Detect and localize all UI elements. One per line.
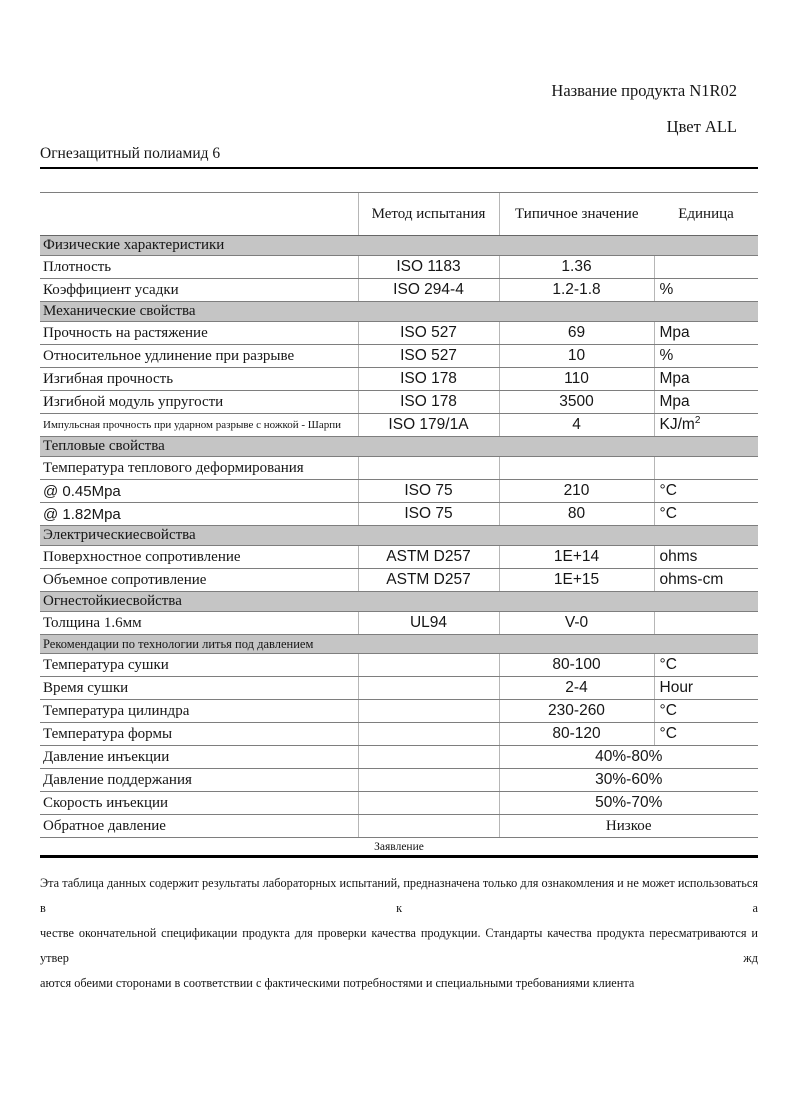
typical-value-cell: 10	[499, 345, 654, 368]
test-method-cell	[358, 700, 499, 723]
section-label: Огнестойкиесвойства	[40, 592, 758, 612]
properties-table	[40, 192, 758, 858]
unit-cell: °C	[654, 654, 758, 677]
typical-value-cell: 30%-60%	[499, 769, 758, 792]
test-method-cell: ISO 75	[358, 503, 499, 526]
table-row	[40, 612, 758, 635]
unit-superscript: 2	[694, 414, 701, 426]
typical-value-cell: 50%-70%	[499, 792, 758, 815]
property-label-cell: Давление инъекции	[40, 746, 358, 769]
section-label: Рекомендации по технологии литья под давлением	[40, 635, 758, 654]
property-label-cell: Относительное удлинение при разрыве	[40, 345, 358, 368]
section-row	[40, 526, 758, 546]
disclaimer-line: аются обеими сторонами в соответствии с фактическими потребностями и специальными требованиями клиента	[40, 976, 635, 990]
typical-value-cell: 230-260	[499, 700, 654, 723]
table-row	[40, 654, 758, 677]
unit-cell	[654, 414, 758, 437]
test-method-cell: ISO 178	[358, 391, 499, 414]
typical-value-cell: 80	[499, 503, 654, 526]
unit-cell: Mpa	[654, 368, 758, 391]
test-method-cell: ISO 178	[358, 368, 499, 391]
property-label-cell: Изгибной модуль упругости	[40, 391, 358, 414]
unit-cell: %	[654, 279, 758, 302]
unit-cell: °C	[654, 723, 758, 746]
unit-cell: Hour	[654, 677, 758, 700]
test-method-cell	[358, 769, 499, 792]
table-row	[40, 391, 758, 414]
property-label-cell: Температура формы	[40, 723, 358, 746]
table-row	[40, 700, 758, 723]
unit-cell	[654, 457, 758, 480]
disclaimer	[40, 871, 758, 996]
table-row	[40, 503, 758, 526]
col-header-unit: Единица	[654, 193, 758, 236]
unit-cell: ohms	[654, 546, 758, 569]
section-label: Электрическиесвойства	[40, 526, 758, 546]
test-method-cell	[358, 457, 499, 480]
table-row	[40, 457, 758, 480]
table-row	[40, 546, 758, 569]
section-label: Физические характеристики	[40, 236, 758, 256]
table-row	[40, 414, 758, 437]
page-title: Огнезащитный полиамид 6	[40, 145, 758, 169]
table-row	[40, 368, 758, 391]
property-label-cell: Давление поддержания	[40, 769, 358, 792]
table-row	[40, 345, 758, 368]
property-label-cell: @ 0.45Mpa	[40, 480, 358, 503]
property-label-cell: Толщина 1.6мм	[40, 612, 358, 635]
section-row	[40, 592, 758, 612]
table-row	[40, 769, 758, 792]
typical-value-cell: 2-4	[499, 677, 654, 700]
section-row	[40, 635, 758, 654]
test-method-cell: ISO 527	[358, 345, 499, 368]
test-method-cell: ISO 1183	[358, 256, 499, 279]
typical-value-cell: 80-100	[499, 654, 654, 677]
unit-cell	[654, 612, 758, 635]
test-method-cell: UL94	[358, 612, 499, 635]
property-label-cell: @ 1.82Mpa	[40, 503, 358, 526]
unit-cell: Mpa	[654, 391, 758, 414]
property-label-cell: Объемное сопротивление	[40, 569, 358, 592]
disclaimer-line: Эта таблица данных содержит результаты лабораторных испытаний, предназначена только для ознакомления и не может использоваться в к а	[40, 876, 758, 915]
table-row	[40, 322, 758, 345]
typical-value-cell: 110	[499, 368, 654, 391]
test-method-cell	[358, 723, 499, 746]
col-header-property	[40, 193, 358, 236]
unit-cell: Mpa	[654, 322, 758, 345]
test-method-cell	[358, 746, 499, 769]
typical-value-cell: 4	[499, 414, 654, 437]
test-method-cell: ISO 179/1A	[358, 414, 499, 437]
typical-value-cell: 1.36	[499, 256, 654, 279]
test-method-cell: ASTM D257	[358, 569, 499, 592]
property-label-cell: Температура теплового деформирования	[40, 457, 358, 480]
unit-cell: °C	[654, 503, 758, 526]
property-label-cell: Поверхностное сопротивление	[40, 546, 358, 569]
property-label-cell: Температура цилиндра	[40, 700, 358, 723]
typical-value-cell: 1.2-1.8	[499, 279, 654, 302]
property-label-cell: Время сушки	[40, 677, 358, 700]
product-color: Цвет ALL	[666, 117, 737, 136]
table-row	[40, 480, 758, 503]
section-label: Тепловые свойства	[40, 437, 758, 457]
table-row	[40, 723, 758, 746]
test-method-cell: ISO 294-4	[358, 279, 499, 302]
section-row	[40, 236, 758, 256]
section-label: Механические свойства	[40, 302, 758, 322]
typical-value-cell: 1E+14	[499, 546, 654, 569]
unit-cell: °C	[654, 480, 758, 503]
property-label-cell: Коэффициент усадки	[40, 279, 358, 302]
unit-cell: °C	[654, 700, 758, 723]
table-row	[40, 279, 758, 302]
statement-row	[40, 838, 758, 857]
col-header-method: Метод испытания	[358, 193, 499, 236]
typical-value-cell: 80-120	[499, 723, 654, 746]
table-row	[40, 569, 758, 592]
test-method-cell: ASTM D257	[358, 546, 499, 569]
unit-cell: %	[654, 345, 758, 368]
typical-value-cell: 69	[499, 322, 654, 345]
typical-value-cell: 210	[499, 480, 654, 503]
property-label-cell: Изгибная прочность	[40, 368, 358, 391]
typical-value-cell: 3500	[499, 391, 654, 414]
test-method-cell	[358, 677, 499, 700]
typical-value-cell: 1E+15	[499, 569, 654, 592]
col-header-typical-value: Типичное значение	[499, 193, 654, 236]
property-label-cell: Скорость инъекции	[40, 792, 358, 815]
typical-value-cell: V-0	[499, 612, 654, 635]
table-row	[40, 815, 758, 838]
property-label-cell: Прочность на растяжение	[40, 322, 358, 345]
property-label-cell: Плотность	[40, 256, 358, 279]
section-row	[40, 302, 758, 322]
unit-text: KJ/m	[659, 416, 695, 433]
test-method-cell	[358, 792, 499, 815]
table-header-row	[40, 193, 758, 236]
disclaimer-line: честве окончательной спецификации продукта для проверки качества продукции. Стандарты качества продукта пересматриваются и утвер жд	[40, 926, 758, 965]
table-row	[40, 792, 758, 815]
property-label-cell: Импульсная прочность при ударном разрыве с ножкой - Шарпи	[40, 414, 358, 437]
property-label-cell: Температура сушки	[40, 654, 358, 677]
property-label-cell: Обратное давление	[40, 815, 358, 838]
typical-value-cell: Низкое	[499, 815, 758, 838]
test-method-cell: ISO 75	[358, 480, 499, 503]
unit-cell: ohms-cm	[654, 569, 758, 592]
table-row	[40, 256, 758, 279]
typical-value-cell	[499, 457, 654, 480]
test-method-cell: ISO 527	[358, 322, 499, 345]
test-method-cell	[358, 815, 499, 838]
typical-value-cell: 40%-80%	[499, 746, 758, 769]
table-row	[40, 677, 758, 700]
test-method-cell	[358, 654, 499, 677]
section-row	[40, 437, 758, 457]
product-name: Название продукта N1R02	[551, 81, 737, 100]
unit-cell	[654, 256, 758, 279]
statement-label: Заявление	[40, 838, 758, 857]
table-row	[40, 746, 758, 769]
